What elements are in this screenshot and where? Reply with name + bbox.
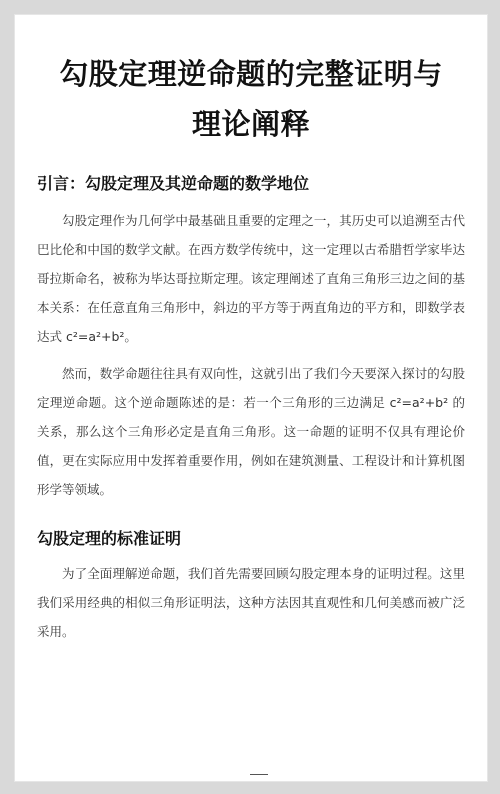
section-heading-standard-proof: 勾股定理的标准证明 (37, 529, 182, 548)
section-heading-intro: 引言：勾股定理及其逆命题的数学地位 (37, 174, 310, 193)
page-divider (250, 774, 268, 775)
paragraph-intro-1: 勾股定理作为几何学中最基础且重要的定理之一，其历史可以追溯至古代巴比伦和中国的数学文献。在西方数学传统中，这一定理以古希腊哲学家毕达哥拉斯命名，被称为毕达哥拉斯定理。该定理阐述了直角三角形三边之间的基本关系：在任意直角三角形中，斜边的平方等于两直角边的平方和，即数学表达式 c²=a²+b²。 (37, 213, 465, 344)
document-page (14, 14, 488, 782)
paragraph-standard-proof-1: 为了全面理解逆命题，我们首先需要回顾勾股定理本身的证明过程。这里我们采用经典的相似三角形证明法，这种方法因其直观性和几何美感而被广泛采用。 (37, 566, 465, 639)
document-title: 勾股定理逆命题的完整证明与理论阐释 (59, 57, 443, 141)
paragraph-intro-2: 然而，数学命题往往具有双向性，这就引出了我们今天要深入探讨的勾股定理逆命题。这个逆命题陈述的是：若一个三角形的三边满足 c²=a²+b² 的关系，那么这个三角形必定是直角三角形。这一命题的证明不仅具有理论价值，更在实际应用中发挥着重要作用，例如在建筑测量、工程设计和计算机图形学等领域。 (37, 366, 465, 497)
